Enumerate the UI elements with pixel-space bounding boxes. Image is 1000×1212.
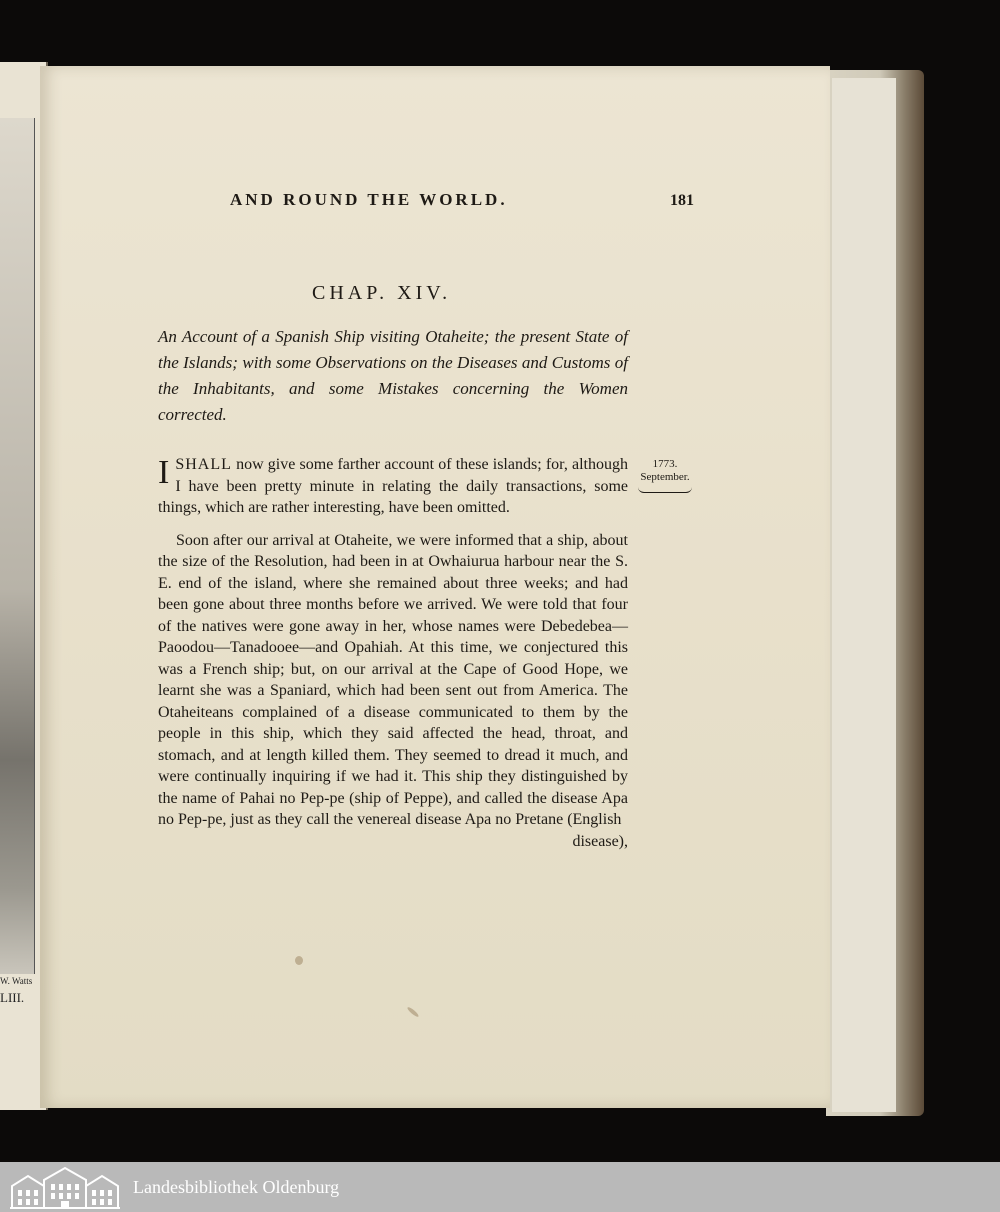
paragraph-1-text: now give some farther account of these islands; for, although I have been pretty minute in relating the daily transactions, some things, which are rather interesting, have been omitted. <box>158 456 628 516</box>
paper-stain <box>406 1006 419 1018</box>
first-word: SHALL <box>175 456 232 473</box>
page-number: 181 <box>670 192 694 209</box>
running-head: AND ROUND THE WORLD. <box>230 190 508 209</box>
library-building-icon <box>8 1164 122 1210</box>
show-through-text <box>150 216 690 285</box>
footer-bar <box>0 1162 1000 1212</box>
library-name: Landesbibliothek Oldenburg <box>133 1177 340 1197</box>
chapter-summary: An Account of a Spanish Ship visiting Otaheite; the present State of the Islands; with some Observations on the Diseases and Customs of the Inhabitants, and some Mistakes concerning the Women corrected. <box>158 327 628 424</box>
catchword: disease), <box>572 832 628 850</box>
paragraph-1 <box>158 454 628 519</box>
plate-number: LIII. <box>0 990 25 1005</box>
engraving-plate <box>0 118 35 974</box>
book-page <box>40 66 830 1108</box>
book-back-page <box>832 78 896 1112</box>
margin-brace <box>638 486 692 493</box>
margin-month: September. <box>640 471 690 483</box>
paragraph-2: Soon after our arrival at Otaheite, we were informed that a ship, about the size of the Resolution, had been in at Owhaiurua harbour near the S. E. end of the island, where she remained about three weeks; and had been gone about three months before we arrived. We were told that four of the natives were gone away in her, whose names were Debedebea—Paoodou—Tanadooee—and Opahiah. At this time, we conjectured this was a French ship; but, on our arrival at the Cape of Good Hope, we learnt she was a Spaniard, which had been sent out from America. The Otaheiteans complained of a disease communicated to them by the people in this ship, which they said affected the head, throat, and stomach, and at length killed them. They seemed to dread it much, and were continually inquiring if we had it. This ship they distinguished by the name of Pahai no Pep-pe (ship of Peppe), and called the disease Apa no Pep-pe, just as they call the venereal disease Apa no Pretane (English <box>158 531 628 828</box>
chapter-title: CHAP. XIV. <box>312 282 452 304</box>
margin-note <box>630 458 700 493</box>
body-text <box>158 454 628 852</box>
plate-credit: W. Watts <box>0 976 33 986</box>
drop-cap: I <box>158 454 170 491</box>
margin-year: 1773. <box>652 458 678 470</box>
paper-stain <box>295 956 303 965</box>
